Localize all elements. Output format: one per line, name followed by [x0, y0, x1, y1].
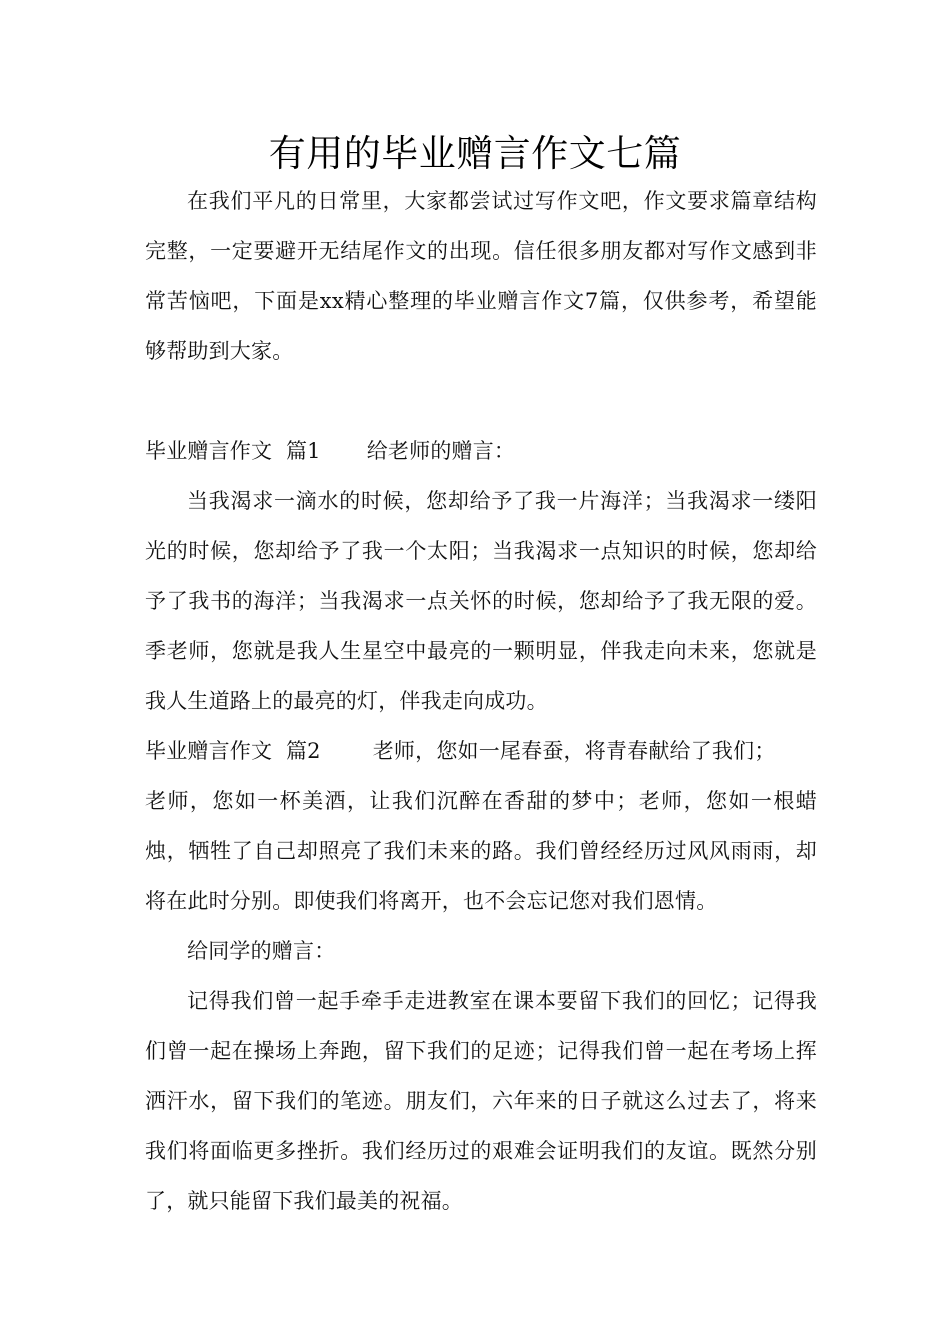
section-2-heading-line [145, 726, 817, 776]
section-2-subheading: 给同学的赠言： [187, 939, 336, 963]
section-1-heading-line [145, 426, 817, 476]
section-1-heading: 毕业赠言作文 篇1 [145, 439, 321, 463]
document-body [145, 176, 817, 1226]
section-2-heading: 毕业赠言作文 篇2 [145, 739, 321, 763]
intro-paragraph: 在我们平凡的日常里，大家都尝试过写作文吧，作文要求篇章结构完整，一定要避开无结尾作文的出现。信任很多朋友都对写作文感到非常苦恼吧，下面是xx精心整理的毕业赠言作文7篇，仅供参考，希望能够帮助到大家。 [145, 189, 817, 363]
section-2-lead: 老师，您如一尾春蚕，将青春献给了我们； [372, 739, 776, 763]
section-2-paragraph-2: 记得我们曾一起手牵手走进教室在课本要留下我们的回忆；记得我们曾一起在操场上奔跑，留下我们的足迹；记得我们曾一起在考场上挥洒汗水，留下我们的笔迹。朋友们，六年来的日子就这么过去了，将来我们将面临更多挫折。我们经历过的艰难会证明我们的友谊。既然分别了，就只能留下我们最美的祝福。 [145, 989, 817, 1213]
paragraph-spacer [145, 376, 817, 426]
document-title: 有用的毕业赠言作文七篇 [268, 132, 682, 175]
section-1-paragraph: 当我渴求一滴水的时候，您却给予了我一片海洋；当我渴求一缕阳光的时候，您却给予了我一个太阳；当我渴求一点知识的时候，您却给予了我书的海洋；当我渴求一点关怀的时候，您却给予了我无限的爱。季老师，您就是我人生星空中最亮的一颗明显，伴我走向未来，您就是我人生道路上的最亮的灯，伴我走向成功。 [145, 489, 817, 713]
section-2-paragraph: 老师，您如一杯美酒，让我们沉醉在香甜的梦中；老师，您如一根蜡烛，牺牲了自己却照亮了我们未来的路。我们曾经经历过风风雨雨，却将在此时分别。即使我们将离开，也不会忘记您对我们恩情。 [145, 789, 817, 913]
section-1-subheading: 给老师的赠言： [366, 439, 516, 463]
